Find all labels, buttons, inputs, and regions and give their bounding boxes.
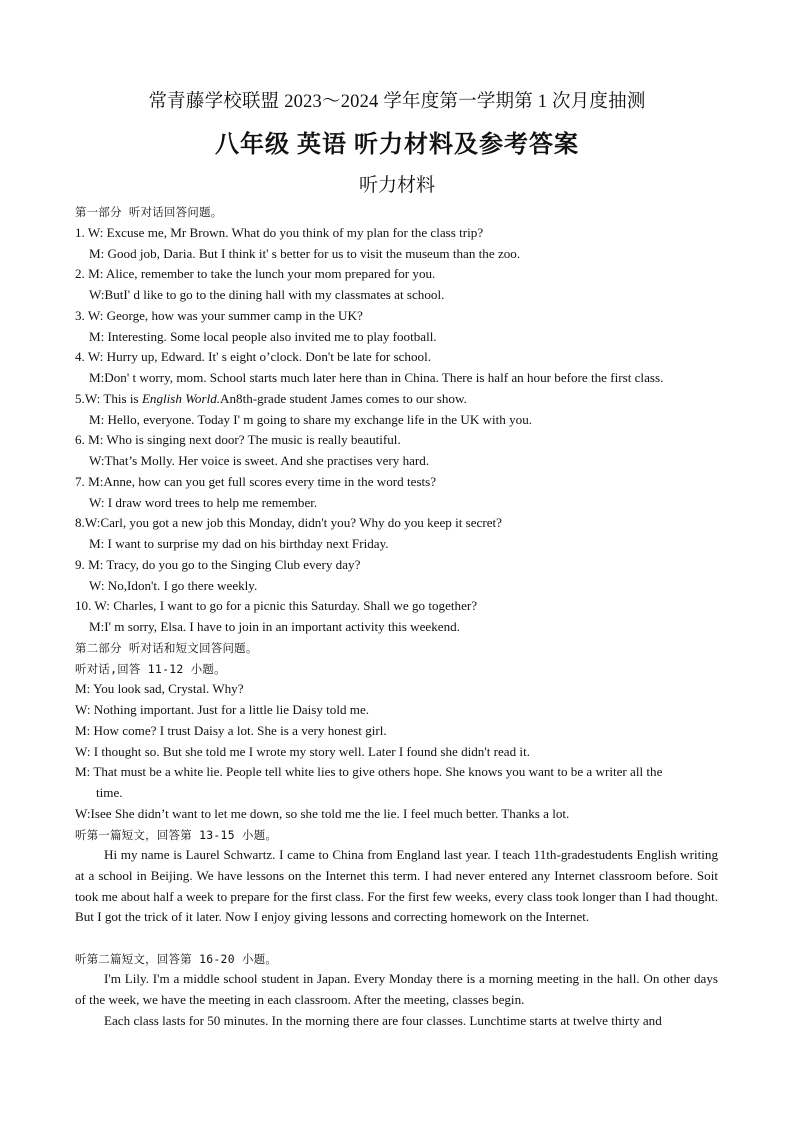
exam-title: 常青藤学校联盟 2023～2024 学年度第一学期第 1 次月度抽测 bbox=[148, 92, 646, 112]
dialogue-line: M: Interesting. Some local people also invited me to play football. bbox=[89, 329, 437, 344]
dialogue-line: W: Nothing important. Just for a little lie Daisy told me. bbox=[75, 702, 370, 717]
dialogue-line bbox=[75, 391, 467, 407]
dialogue-line: 2. M: Alice, remember to take the lunch your mom prepared for you. bbox=[75, 266, 436, 281]
dialogue-line-prefix: 5.W: This is bbox=[75, 391, 142, 406]
exam-subtitle: 八年级 英语 听力材料及参考答案 bbox=[215, 132, 579, 158]
dialogue-line: 4. W: Hurry up, Edward. It' s eight o’clock. Don't be late for school. bbox=[75, 349, 431, 364]
dialogue-line: 3. W: George, how was your summer camp in the UK? bbox=[75, 308, 363, 323]
dialogue-line: 9. M: Tracy, do you go to the Singing Club every day? bbox=[75, 557, 361, 572]
passage2-heading: 听第二篇短文，回答第 16-20 小题。 bbox=[75, 952, 278, 966]
dialogue-line: W: I draw word trees to help me remember. bbox=[89, 495, 318, 510]
dialogue-line: W:That’s Molly. Her voice is sweet. And she practises very hard. bbox=[89, 453, 430, 468]
dialogue-line: 6. M: Who is singing next door? The music is really beautiful. bbox=[75, 432, 401, 447]
dialogue-line: 1. W: Excuse me, Mr Brown. What do you think of my plan for the class trip? bbox=[75, 225, 484, 240]
dialogue-line: W: I thought so. But she told me I wrote my story well. Later I found she didn't read it. bbox=[75, 744, 530, 759]
passage1-text: Hi my name is Laurel Schwartz. I came to China from England last year. I teach 11th-gradestudents English writing at a school in Beijing. We have lessons on the Internet this term. I had never entered any Internet classroom before. Soit took me about half a week to prepare for the first class. For the first few weeks, every class took longer than I had thought. But I got the trick of it later. Now I enjoy giving lessons and correcting homework on the Internet. bbox=[75, 847, 718, 925]
dialogue-line: W: No,Idon't. I go there weekly. bbox=[89, 578, 258, 593]
dialogue-line: M: You look sad, Crystal. Why? bbox=[75, 681, 244, 696]
part1-heading: 第一部分 听对话回答问题。 bbox=[75, 205, 223, 219]
dialogue-line: time. bbox=[96, 785, 123, 800]
dialogue-line: 7. M:Anne, how can you get full scores every time in the word tests? bbox=[75, 474, 437, 489]
section-title: 听力材料 bbox=[358, 175, 435, 196]
dialogue-line-rest: An8th-grade student James comes to our show. bbox=[220, 391, 467, 406]
passage2-paragraph: I'm Lily. I'm a middle school student in Japan. Every Monday there is a morning meeting in the hall. On other days of the week, we have the meeting in each classroom. After the meeting, classes begin. bbox=[75, 971, 718, 1007]
dialogue-line: M: Hello, everyone. Today I' m going to share my exchange life in the UK with you. bbox=[89, 412, 533, 427]
passage1-heading: 听第一篇短文，回答第 13-15 小题。 bbox=[75, 828, 278, 842]
dialogue-heading: 听对话,回答 11-12 小题。 bbox=[75, 662, 226, 676]
dialogue-line: M: How come? I trust Daisy a lot. She is a very honest girl. bbox=[75, 723, 387, 738]
dialogue-line: 10. W: Charles, I want to go for a picnic this Saturday. Shall we go together? bbox=[75, 598, 478, 613]
part2-heading: 第二部分 听对话和短文回答问题。 bbox=[75, 641, 258, 655]
dialogue-line: M: Good job, Daria. But I think it' s better for us to visit the museum than the zoo. bbox=[89, 246, 521, 261]
show-name: English World. bbox=[141, 391, 221, 406]
dialogue-line: W:Isee She didn’t want to let me down, so she told me the lie. I feel much better. Thanks a lot. bbox=[75, 806, 570, 821]
dialogue-line: M:I' m sorry, Elsa. I have to join in an important activity this weekend. bbox=[89, 619, 460, 634]
dialogue-line: 8.W:Carl, you got a new job this Monday, didn't you? Why do you keep it secret? bbox=[75, 515, 502, 530]
dialogue-line: W:ButI' d like to go to the dining hall with my classmates at school. bbox=[89, 287, 445, 302]
passage2-paragraph: Each class lasts for 50 minutes. In the morning there are four classes. Lunchtime starts at twelve thirty and bbox=[104, 1013, 662, 1028]
dialogue-line: M: I want to surprise my dad on his birthday next Friday. bbox=[89, 536, 389, 551]
dialogue-line: M: That must be a white lie. People tell white lies to give others hope. She knows you want to be a writer all the bbox=[75, 764, 663, 779]
dialogue-line: M:Don' t worry, mom. School starts much later here than in China. There is half an hour before the first class. bbox=[89, 370, 664, 385]
